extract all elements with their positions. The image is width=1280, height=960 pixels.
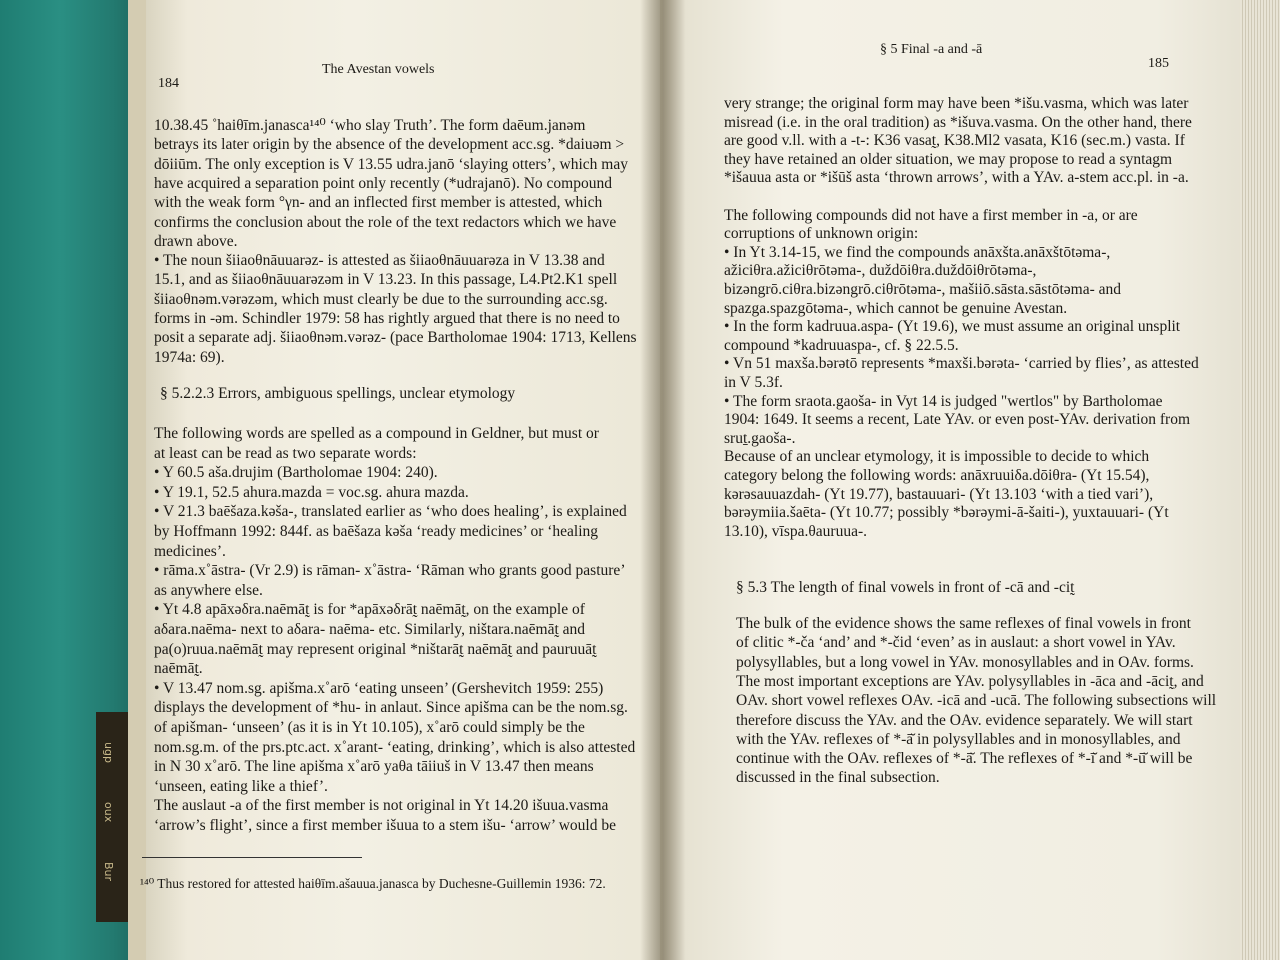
spine-text: oux [102, 802, 115, 823]
text-line: betrays its later origin by the absence of the development acc.sg. *daiuəm > [154, 136, 625, 154]
text-line: medicines’. [154, 542, 226, 560]
section-heading-right: § 5.3 The length of final vowels in front of -cā and -cit̰ [736, 579, 1075, 596]
text-line: have acquired a separation point only recently (*udrajanō). No compound [154, 174, 612, 192]
text-line: in N 30 x˚arō. The line apišma x˚arō yaθa tāiiuš in V 13.47 then means [154, 758, 594, 776]
text-line: 10.38.45 ˚haiθīm.janasca¹⁴⁰ ‘who slay Truth’. The form daēum.janəm [154, 117, 586, 134]
page-number-left: 184 [158, 76, 179, 91]
footnote-rule [142, 857, 362, 858]
text-line: they have retained an older situation, we may propose to read a syntagm [724, 150, 1173, 168]
text-line: • Yt 4.8 apāxəδra.naēmāt̰ is for *apāxəδrāt̰ naēmāt̰, on the example of [154, 601, 585, 619]
text-line: confirms the conclusion about the role of the text redactors which we have [154, 213, 617, 231]
text-line: category belong the following words: anāxruuiδa.dōiθra- (Yt 15.54), [724, 467, 1150, 484]
text-line: • Y 19.1, 52.5 ahura.mazda = voc.sg. ahura mazda. [154, 483, 469, 501]
text-line: • Vn 51 maxša.bərətō represents *maxši.bərəta- ‘carried by flies’, as attested [724, 355, 1199, 373]
text-line: • V 13.47 nom.sg. apišma.x˚arō ‘eating unseen’ (Gershevitch 1959: 255) [154, 679, 604, 697]
text-line: Because of an unclear etymology, it is impossible to decide to which [724, 448, 1150, 466]
text-line: dōiiūm. The only exception is V 13.55 udra.janō ‘slaying otters’, which may [154, 155, 628, 173]
text-line: The following words are spelled as a compound in Geldner, but must or [154, 425, 599, 442]
page-number-right: 185 [1148, 56, 1169, 71]
text-line: The auslaut -a of the first member is not original in Yt 14.20 išuua.vasma [154, 797, 609, 815]
text-line: aδara.naēma- next to aδara- naēma- etc. Similarly, ništara.naēmāt̰ and [154, 621, 586, 638]
running-head-right: § 5 Final -a and -ā [880, 42, 983, 57]
text-line: • In the form kadruua.aspa- (Yt 19.6), we must assume an original unsplit [724, 318, 1181, 336]
text-line: therefore discuss the YAv. and the OAv. evidence separately. We will start [736, 711, 1193, 729]
text-line: The following compounds did not have a first member in -a, or are [724, 206, 1138, 224]
text-line: OAv. short vowel reflexes OAv. -icā and -ucā. The following subsections will [736, 692, 1217, 710]
book-gutter [640, 0, 686, 960]
text-line: • rāma.x˚āstra- (Vr 2.9) is rāman- x˚āstra- ‘Rāman who grants good pasture’ [154, 562, 626, 580]
text-line: The most important exceptions are YAv. polysyllables in -āca and -ācit̰, and [736, 672, 1204, 690]
text-line: of clitic *-ča ‘and’ and *-čid ‘even’ as in auslaut: a short vowel in YAv. [736, 634, 1176, 652]
text-line: ažiciθra.ažiciθrōtəma-, duždōiθra.duždōiθrōtəma-, [724, 262, 1037, 280]
section-heading-left: § 5.2.2.3 Errors, ambiguous spellings, unclear etymology [160, 385, 516, 402]
text-line: bərəymiia.šaēta- (Yt 10.77; possibly *bərəymi-ā-šaiti-), yuxtauuari- (Yt [724, 504, 1169, 522]
text-line: posit a separate adj. šiiaoθnəm.vərəz- (pace Bartholomae 1904: 1713, Kellens [154, 329, 637, 347]
text-line: of apišman- ‘unseen’ (as it is in Yt 10.105), x˚arō could simply be the [154, 719, 585, 736]
text-line: polysyllables, but a long vowel in YAv. monosyllables and in OAv. forms. [736, 653, 1194, 671]
text-line: 13.10), vīspa.θauruua-. [724, 522, 868, 540]
running-head-left: The Avestan vowels [322, 62, 435, 77]
text-line: drawn above. [154, 232, 238, 250]
text-line: The bulk of the evidence shows the same reflexes of final vowels in front [736, 615, 1191, 632]
spine-text: ugp [102, 742, 115, 763]
text-line: • The form sraota.gaoša- in Vyt 14 is judged "wertlos" by Bartholomae [724, 392, 1163, 410]
text-line: with the weak form °γn- and an inflected first member is attested, which [154, 194, 603, 212]
text-line: 1904: 1649. It seems a recent, Late YAv. or even post-YAv. derivation from [724, 411, 1191, 429]
text-line: as anywhere else. [154, 581, 263, 599]
text-line: in V 5.3f. [724, 374, 783, 391]
page-edges [1240, 0, 1280, 960]
text-line: at least can be read as two separate words: [154, 444, 417, 462]
text-line: forms in -əm. Schindler 1979: 58 has rightly argued that there is no need to [154, 310, 620, 327]
text-line: nom.sg.m. of the prs.ptc.act. x˚arant- ‘eating, drinking’, which is also attested [154, 738, 636, 756]
text-line: • V 21.3 baēšaza.kəša-, translated earlier as ‘who does healing’, is explained [154, 503, 627, 521]
text-line: ‘arrow’s flight’, since a first member išuua to a stem išu- ‘arrow’ would be [154, 817, 616, 834]
text-line: • Y 60.5 aša.drujim (Bartholomae 1904: 240). [154, 464, 438, 482]
text-line: compound *kadruuaspa-, cf. § 22.5.5. [724, 336, 959, 354]
text-line: sruṯ.gaoša-. [724, 429, 796, 447]
text-line: misread (i.e. in the oral tradition) as *išuva.vasma. On the other hand, there [724, 113, 1192, 131]
text-line: bizəngrō.ciθra.bizəngrō.ciθrōtəma-, mašiiō.sāsta.sāstōtəma- and [724, 281, 1122, 298]
text-line: corruptions of unknown origin: [724, 225, 919, 243]
text-line: very strange; the original form may have been *išu.vasma, which was later [724, 95, 1189, 112]
text-line: naēmāt̰. [154, 660, 203, 678]
footnote: ¹⁴⁰ Thus restored for attested haiθīm.ašauua.janasca by Duchesne-Guillemin 1936: 72. [140, 876, 606, 891]
text-line: kərəsauuazdah- (Yt 19.77), bastauuari- (Yt 13.103 ‘with a tied vari’), [724, 485, 1154, 503]
text-line: 1974a: 69). [154, 348, 225, 366]
spine-text: Bur [102, 862, 115, 882]
text-line: by Hoffmann 1992: 844f. as baēšaza kəša ‘ready medicines’ or ‘healing [154, 523, 599, 540]
text-line: *išauua asta or *išūš asta ‘thrown arrows’, with a YAv. a-stem acc.pl. in -a. [724, 169, 1189, 187]
text-line: spazga.spazgōtəma-, which cannot be genuine Avestan. [724, 299, 1068, 317]
text-line: discussed in the final subsection. [736, 769, 940, 787]
text-line: ‘unseen, eating like a thief’. [154, 777, 328, 795]
text-line: šiiaoθnəm.vərəzəm, which must clearly be due to the surrounding acc.sg. [154, 290, 608, 308]
text-line: are good v.ll. with a -t-: K36 vasat̰, K38.Ml2 vasata, K16 (sec.m.) vasta. If [724, 132, 1185, 150]
text-line: 15.1, and as šiiaoθnāuuarəzəm in V 13.23. In this passage, L4.Pt2.K1 spell [154, 271, 618, 289]
text-line: • The noun šiiaoθnāuuarəz- is attested as šiiaoθnāuuarəza in V 13.38 and [154, 252, 605, 270]
text-line: • In Yt 3.14-15, we find the compounds anāxšta.anāxštōtəma-, [724, 243, 1111, 261]
text-line: displays the development of *hu- in anlaut. Since apišma can be the nom.sg. [154, 699, 628, 717]
text-line: pa(o)ruua.naēmāt̰ may represent original *ništarāt̰ naēmāt̰ and pauruuāt̰ [154, 640, 597, 658]
text-line: with the YAv. reflexes of *-ā̆ in polysyllables and in monosyllables, and [736, 730, 1181, 748]
text-line: continue with the OAv. reflexes of *-ā̆. The reflexes of *-ī̆ and *-ū̆ will be [736, 750, 1193, 768]
